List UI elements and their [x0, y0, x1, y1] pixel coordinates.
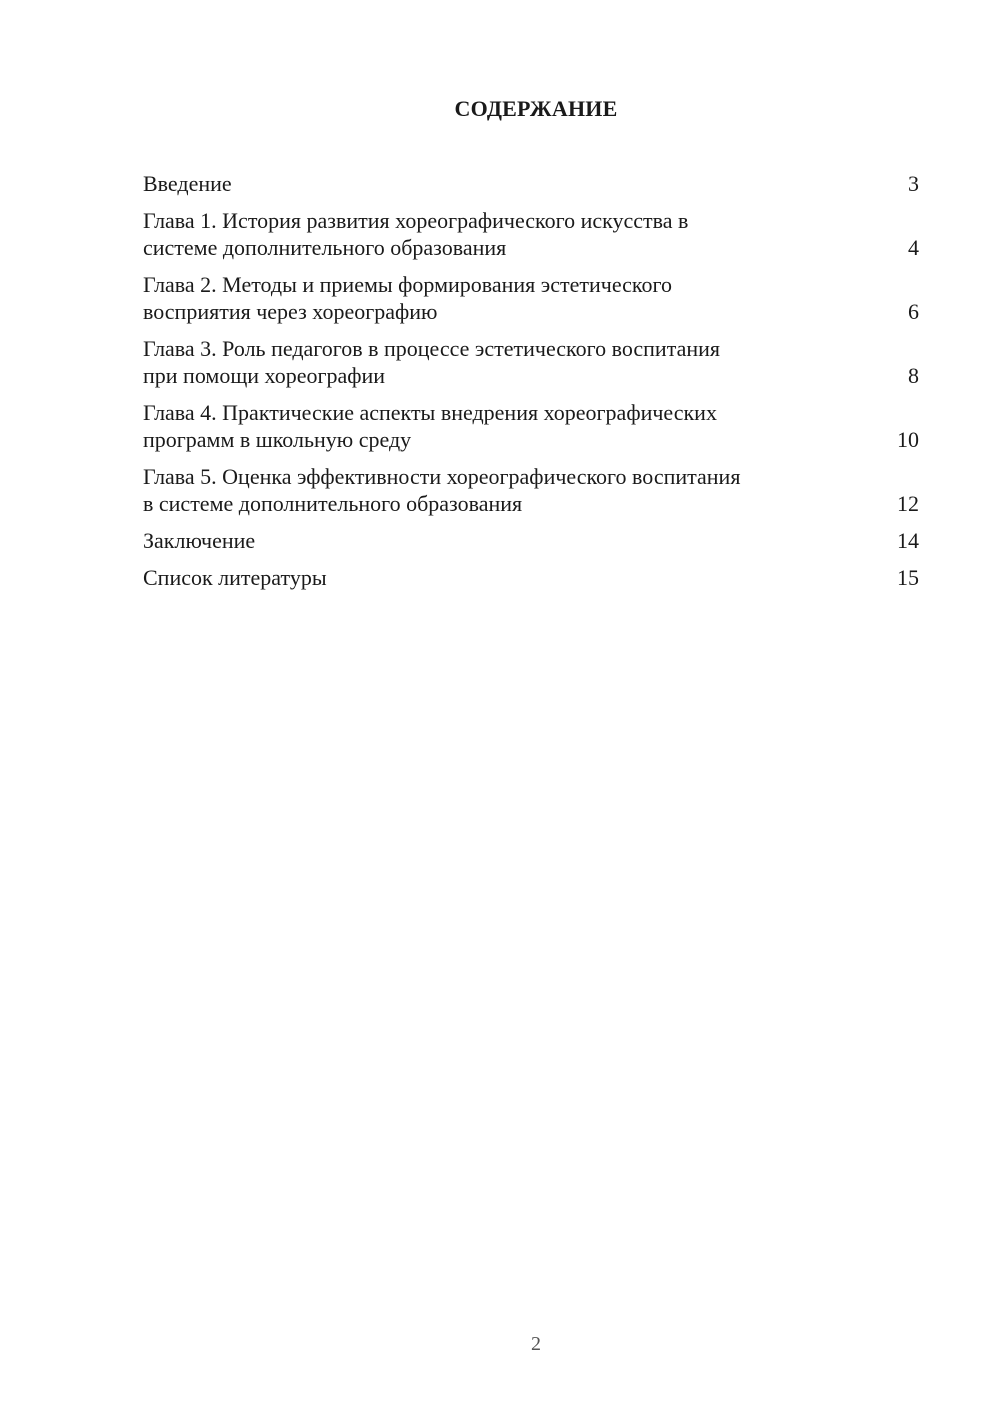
- toc-entry-label: [143, 271, 889, 325]
- toc-entry-chapter-5: [143, 463, 919, 517]
- toc-entry-label: [143, 170, 889, 197]
- toc-entry-label: [143, 527, 889, 554]
- toc-entry-page: 12: [897, 491, 919, 516]
- toc-entry-line: Глава 5. Оценка эффективности хореографического воспитания: [143, 464, 741, 489]
- toc-entry-line: Глава 3. Роль педагогов в процессе эстетического воспитания: [143, 336, 721, 361]
- toc-entry-line: программ в школьную среду: [143, 427, 412, 452]
- toc-entry-page: 4: [908, 235, 919, 260]
- toc-entry-line: Глава 1. История развития хореографического искусства в: [143, 208, 689, 233]
- toc-entry-page: 10: [897, 427, 919, 452]
- toc-entry-line: при помощи хореографии: [143, 363, 386, 388]
- toc-entry-chapter-1: [143, 207, 919, 261]
- toc-entry-label: [143, 399, 889, 453]
- toc-entry-line: Глава 2. Методы и приемы формирования эстетического: [143, 272, 672, 297]
- toc-entry-page: 6: [908, 299, 919, 324]
- page-number: 2: [531, 1333, 541, 1355]
- toc-entry-line: Заключение: [143, 528, 256, 553]
- toc-entry-line: Глава 4. Практические аспекты внедрения хореографических: [143, 400, 717, 425]
- toc-entry-introduction: [143, 170, 919, 197]
- page-title: СОДЕРЖАНИЕ: [454, 96, 618, 121]
- table-of-contents: [143, 170, 919, 601]
- toc-entry-line: в системе дополнительного образования: [143, 491, 523, 516]
- toc-entry-label: [143, 335, 889, 389]
- toc-entry-line: системе дополнительного образования: [143, 235, 507, 260]
- toc-entry-page: 14: [897, 528, 919, 553]
- toc-entry-page: 3: [908, 171, 919, 196]
- toc-entry-line: Список литературы: [143, 565, 327, 590]
- toc-entry-label: [143, 463, 889, 517]
- toc-entry-line: Введение: [143, 171, 232, 196]
- toc-entry-chapter-4: [143, 399, 919, 453]
- toc-entry-conclusion: [143, 527, 919, 554]
- toc-entry-page: 15: [897, 565, 919, 590]
- toc-entry-references: [143, 564, 919, 591]
- toc-entry-page: 8: [908, 363, 919, 388]
- toc-entry-label: [143, 207, 889, 261]
- toc-entry-line: восприятия через хореографию: [143, 299, 438, 324]
- toc-entry-chapter-3: [143, 335, 919, 389]
- toc-entry-chapter-2: [143, 271, 919, 325]
- toc-entry-label: [143, 564, 889, 591]
